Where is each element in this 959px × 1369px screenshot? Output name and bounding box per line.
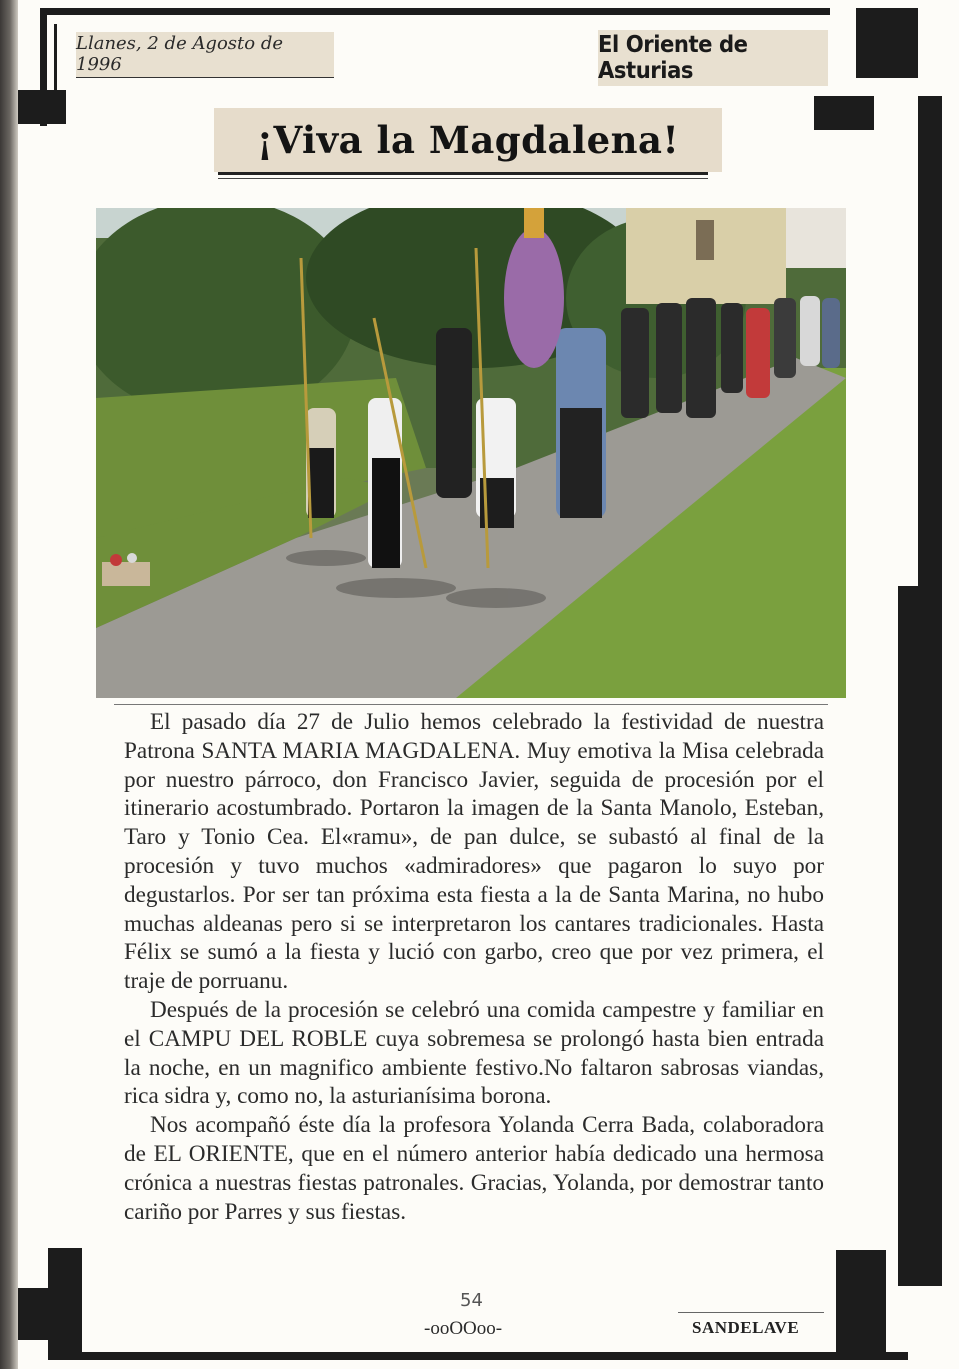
article-paragraph-2: Después de la procesión se celebró una comida campestre y familiar en el CAMPU DEL ROBLE cuya sobremesa se prolongó hasta bien entrada la noche, en un magnifico ambiente festivo.No faltaron sabrosas viandas, rica sidra y, como no, la asturianísima borona. [124, 996, 824, 1110]
article-paragraph-3: Nos acompañó éste día la profesora Yolanda Cerra Bada, colaboradora de EL ORIENTE, que en el número anterior había dedicado una hermosa crónica a nuestras fiestas patronales. Gracias, Yolanda, por demostrar tanto cariño por Parres y sus fiestas. [124, 1112, 824, 1225]
author-signature: SANDELAVE [692, 1318, 800, 1337]
scrapbook-page [18, 0, 959, 1369]
date-clipping [76, 32, 334, 78]
article-top-rule [114, 704, 828, 705]
date-text: Llanes, 2 de Agosto de 1996 [76, 33, 334, 78]
handwritten-page-number: 54 [460, 1290, 483, 1311]
article-paragraph-1: El pasado día 27 de Julio hemos celebrado la festividad de nuestra Patrona SANTA MARIA MAGDALENA. Muy emotiva la Misa celebrada por nuestro párroco, don Francisco Javier, seguida de procesión por el itinerario acostumbrado. Portaron la imagen de la Santa Manolo, Esteban, Taro y Tonio Cea. El«ramu», de pan dulce, se subastó al final de la procesión y tuvo muchos «admiradores» que pagaron lo suyo por degustarlos. Por ser tan próxima esta fiesta a la de Santa Marina, no hubo muchas aldeanas pero si se interpretaron los cantares tradicionales. Hasta Félix se sumó a la fiesta y lució con garbo, creo que por vez primera, el traje de porruanu. [124, 709, 824, 995]
headline-clipping [214, 108, 722, 172]
headline: ¡Viva la Magdalena! [256, 118, 680, 162]
frame-bottom-line [48, 1352, 908, 1360]
frame-corner-tl [18, 90, 66, 124]
frame-corner-tr [856, 8, 918, 78]
frame-left-lower [48, 1248, 82, 1360]
procession-photo [96, 208, 846, 698]
signature-rule [678, 1312, 824, 1313]
frame-corner-bl [18, 1288, 48, 1340]
frame-corner-tr2 [814, 96, 874, 130]
headline-rule-thin [218, 178, 708, 179]
headline-rule [218, 172, 708, 175]
frame-right-notch [898, 586, 942, 1286]
frame-top-line [40, 8, 830, 15]
photo-illustration [96, 208, 846, 698]
article-body [124, 708, 824, 1226]
closing-ornament: -ooOOoo- [424, 1318, 503, 1339]
newspaper-name: El Oriente de Asturias [598, 30, 828, 86]
frame-corner-br [836, 1250, 886, 1360]
binding-edge [0, 0, 18, 1369]
